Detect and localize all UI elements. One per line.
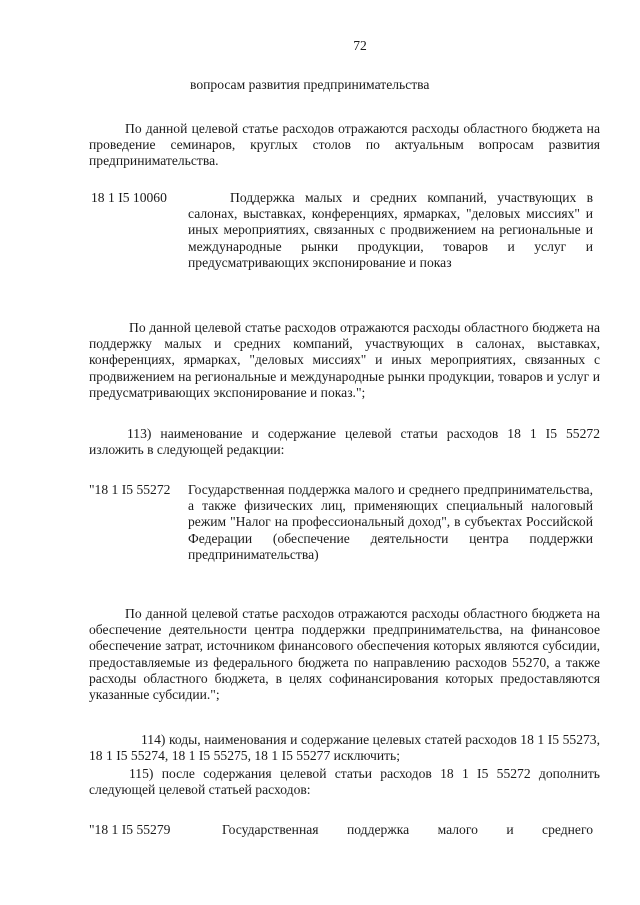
description-paragraph-1: По данной целевой статье расходов отражаются расходы областного бюджета на проведение семинаров, круглых столов по актуальным вопросам развития предпринимательства. <box>89 121 600 169</box>
budget-code-3: "18 1 I5 55279 <box>89 822 171 837</box>
description-paragraph-3: По данной целевой статье расходов отражаются расходы областного бюджета на обеспечение деятельности центра поддержки предпринимательства, на финансовое обеспечение затрат, источником финансового обеспечения которых являются субсидии, предоставляемые из федерального бюджета по направлению расходов 55270, а также расходы областного бюджета, в целях софинансирования которых предоставляются указанные субсидии."; <box>89 606 600 703</box>
budget-title-2: Государственная поддержка малого и среднего предпринимательства, а также физических лиц, применяющих специальный налоговый режим "Налог на профессиональный доход", в субъектах Российской Федерации (обеспечение деятельности центра поддержки предпринимательства) <box>188 482 593 562</box>
budget-title-3: Государственная поддержка малого и среднего <box>222 822 593 837</box>
description-paragraph-2: По данной целевой статье расходов отражаются расходы областного бюджета на поддержку малых и средних компаний, участвующих в салонах, выставках, конференциях, ярмарках, "деловых миссиях" и иных мероприятиях, связанных с продвижением на региональные и международные рынки продукции, товаров и услуг и предусматривающих экспонирование и показ."; <box>89 320 600 400</box>
page-number: 72 <box>353 38 367 53</box>
budget-title-1: Поддержка малых и средних компаний, участвующих в салонах, выставках, конференциях, ярмарках, "деловых миссиях" и иных мероприятиях, связанных с продвижением на региональные и международные рынки продукции, товаров и услуг и предусматривающих экспонирование и показ <box>188 190 593 270</box>
item-115: 115) после содержания целевой статьи расходов 18 1 I5 55272 дополнить следующей целевой статьей расходов: <box>89 766 600 798</box>
budget-code-1: 18 1 I5 10060 <box>91 190 167 205</box>
item-114: 114) коды, наименования и содержание целевых статей расходов 18 1 I5 55273, 18 1 I5 55274, 18 1 I5 55275, 18 1 I5 55277 исключить; <box>89 732 600 764</box>
continuation-title: вопросам развития предпринимательства <box>190 77 430 92</box>
item-113: 113) наименование и содержание целевой статьи расходов 18 1 I5 55272 изложить в следующей редакции: <box>89 426 600 458</box>
budget-code-2: "18 1 I5 55272 <box>89 482 171 497</box>
